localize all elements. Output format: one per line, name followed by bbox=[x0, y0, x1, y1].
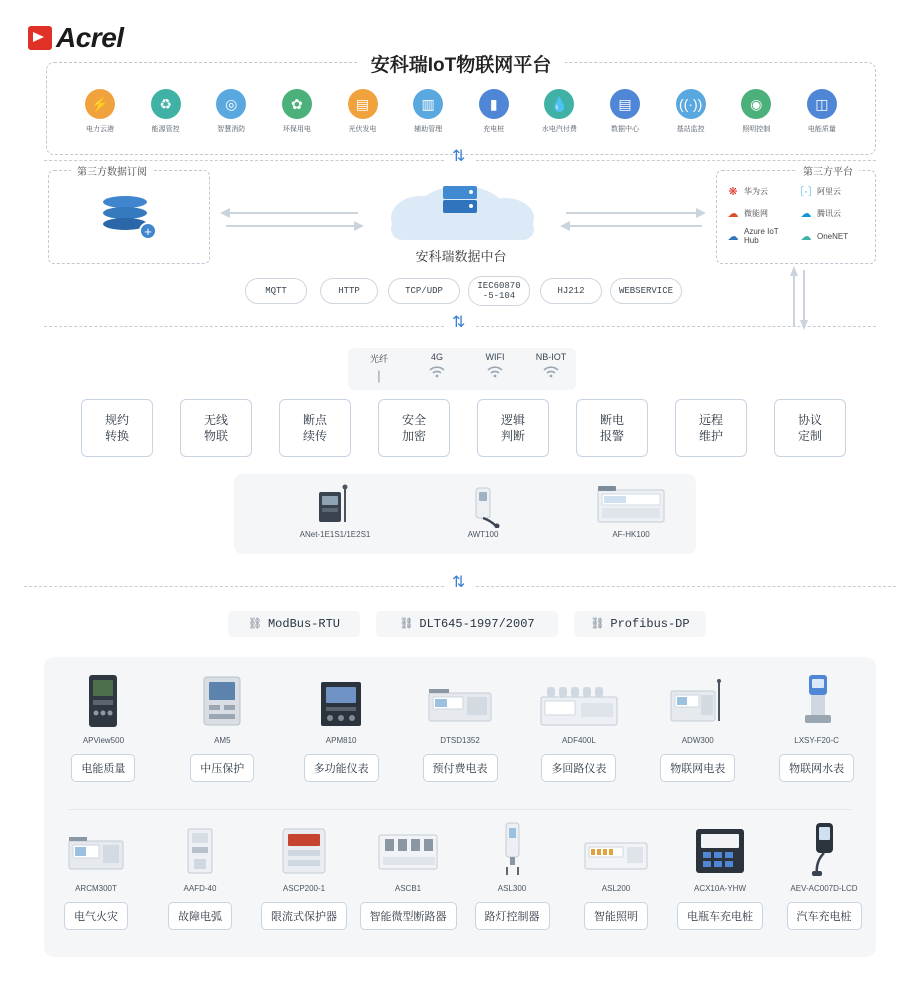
platform-item-5[interactable] bbox=[332, 89, 394, 134]
energy-leaf-icon: ♻ bbox=[151, 89, 181, 119]
device-tag[interactable]: 故障电弧 bbox=[168, 902, 232, 930]
third-party-platform-item-label: 微能网 bbox=[744, 208, 768, 218]
eco-power-icon: ✿ bbox=[282, 89, 312, 119]
onenet-icon: ☁ bbox=[800, 230, 812, 243]
device-model: ADW300 bbox=[681, 736, 714, 745]
network-item-label: NB-IOT bbox=[535, 352, 567, 362]
divider-top-right bbox=[476, 160, 876, 161]
protocol-pill-3[interactable] bbox=[388, 278, 460, 304]
platform-item-label: 照明控制 bbox=[742, 126, 771, 133]
device-model: APView500 bbox=[82, 736, 125, 745]
feature-card-1[interactable] bbox=[81, 399, 153, 457]
device-tag[interactable]: 汽车充电桩 bbox=[787, 902, 862, 930]
divider-mid-right bbox=[476, 326, 876, 327]
device-row-divider bbox=[68, 809, 852, 810]
device-tag[interactable]: 电能质量 bbox=[71, 754, 135, 782]
device-model: ASCP200-1 bbox=[282, 884, 326, 893]
platform-item-label: 辅助管理 bbox=[414, 126, 443, 133]
weinengwang-icon: ☁ bbox=[727, 207, 739, 220]
device-row2-item-6[interactable] bbox=[564, 819, 668, 930]
device-tag[interactable]: 电瓶车充电桩 bbox=[677, 902, 763, 930]
protection-relay-icon bbox=[163, 671, 282, 729]
device-row2-item-1[interactable] bbox=[44, 819, 148, 930]
protocol-pill-label: HTTP bbox=[338, 285, 360, 296]
current-limit-protector-icon bbox=[252, 819, 356, 877]
device-model: ASL200 bbox=[601, 884, 631, 893]
fieldbus-label: DLT645-1997/2007 bbox=[419, 617, 535, 631]
iot-platform-panel bbox=[46, 55, 876, 155]
divider-bottom-right bbox=[476, 586, 896, 587]
third-party-platform-label: 第三方平台 bbox=[797, 163, 859, 178]
street-light-controller-icon bbox=[460, 819, 564, 877]
protocol-pill-label: MQTT bbox=[265, 285, 287, 296]
feature-card-label: 规约 转换 bbox=[104, 412, 129, 443]
protocol-pill-label: WEBSERVICE bbox=[618, 285, 673, 296]
cloud-title: 安科瑞数据中台 bbox=[415, 249, 507, 264]
feature-card-5[interactable] bbox=[477, 399, 549, 457]
platform-item-2[interactable] bbox=[135, 89, 197, 134]
arrow-left-pair bbox=[218, 206, 366, 234]
platform-item-label: 光伏发电 bbox=[348, 126, 377, 133]
device-model: ACX10A-YHW bbox=[693, 884, 746, 893]
server-icon bbox=[439, 184, 483, 224]
acrel-logo-text: Acrel bbox=[56, 22, 124, 53]
platform-item-label: 数据中心 bbox=[611, 126, 639, 133]
platform-item-12[interactable] bbox=[791, 89, 853, 134]
third-party-platform-item-4[interactable] bbox=[798, 205, 867, 221]
device-tag[interactable]: 预付费电表 bbox=[423, 754, 498, 782]
device-row2-item-5[interactable] bbox=[460, 819, 564, 930]
wifi-signal-icon bbox=[410, 365, 464, 381]
platform-item-7[interactable] bbox=[463, 89, 525, 134]
third-party-platform-grid bbox=[725, 183, 867, 245]
solar-panel-icon: ▤ bbox=[348, 89, 378, 119]
lamp-icon: ◉ bbox=[741, 89, 771, 119]
azure-iot-icon: ☁ bbox=[727, 230, 739, 243]
device-row-1 bbox=[44, 671, 876, 782]
device-tag[interactable]: 智能照明 bbox=[584, 902, 648, 930]
device-row1-item-2[interactable] bbox=[163, 671, 282, 782]
device-row1-item-4[interactable] bbox=[401, 671, 520, 782]
fieldbus-3[interactable] bbox=[574, 611, 706, 637]
platform-item-label: 电力云港 bbox=[86, 126, 114, 133]
platform-item-10[interactable] bbox=[660, 89, 722, 134]
device-model: ASCB1 bbox=[394, 884, 422, 893]
ebike-charger-icon bbox=[668, 819, 772, 877]
device-model: ADF400L bbox=[561, 736, 596, 745]
device-row1-item-3[interactable] bbox=[282, 671, 401, 782]
protocol-pill-4[interactable] bbox=[468, 276, 530, 306]
link-icon: ⛓ bbox=[399, 619, 414, 631]
divider-bottom-left bbox=[24, 586, 444, 587]
feature-card-2[interactable] bbox=[180, 399, 252, 457]
device-row1-item-6[interactable] bbox=[638, 671, 757, 782]
ev-charger-icon bbox=[772, 819, 876, 877]
protocol-pill-1[interactable] bbox=[245, 278, 307, 304]
third-party-platform-item-1[interactable] bbox=[725, 183, 794, 199]
fire-monitor-icon bbox=[44, 819, 148, 877]
fieldbus-2[interactable] bbox=[376, 611, 558, 637]
database-icon bbox=[103, 194, 155, 240]
device-tag[interactable]: 路灯控制器 bbox=[475, 902, 550, 930]
feature-card-7[interactable] bbox=[675, 399, 747, 457]
feature-card-8[interactable] bbox=[774, 399, 846, 457]
multifunction-meter-icon bbox=[282, 671, 401, 729]
third-party-platform-item-3[interactable] bbox=[725, 205, 794, 221]
gateway-panel bbox=[234, 474, 696, 554]
third-party-data-label: 第三方数据订阅 bbox=[71, 163, 153, 178]
device-tag[interactable]: 物联网电表 bbox=[660, 754, 735, 782]
water-drop-icon: 💧 bbox=[544, 89, 574, 119]
third-party-platform-item-label: 腾讯云 bbox=[817, 208, 841, 218]
iot-meter-icon bbox=[638, 671, 757, 729]
device-row1-item-1[interactable] bbox=[44, 671, 163, 782]
flow-arrow-gateway: ⇅ bbox=[452, 574, 464, 591]
flow-arrow-platform: ⇅ bbox=[452, 148, 464, 165]
base-station-icon: ((·)) bbox=[676, 89, 706, 119]
device-tag[interactable]: 多功能仪表 bbox=[304, 754, 379, 782]
platform-title bbox=[47, 50, 875, 77]
charging-pile-icon: ▮ bbox=[479, 89, 509, 119]
arrow-vertical-right bbox=[790, 264, 810, 332]
platform-item-3[interactable] bbox=[200, 89, 262, 134]
flow-arrow-protocol: ⇅ bbox=[452, 314, 464, 331]
smart-lighting-icon bbox=[564, 819, 668, 877]
device-panel bbox=[44, 657, 876, 957]
network-item-label: 光纤 bbox=[369, 354, 388, 364]
platform-item-9[interactable] bbox=[594, 89, 656, 134]
platform-item-11[interactable] bbox=[725, 89, 787, 134]
fieldbus-1[interactable] bbox=[228, 611, 360, 637]
platform-item-4[interactable] bbox=[266, 89, 328, 134]
device-model: AEV-AC007D-LCD bbox=[790, 884, 858, 893]
feature-card-label: 逻辑 判断 bbox=[500, 412, 525, 443]
protocol-pill-5[interactable] bbox=[540, 278, 602, 304]
wireless-transmitter-icon bbox=[418, 480, 548, 528]
gateway-model: ANet-1E1S1/1E2S1 bbox=[299, 530, 371, 539]
device-row2-item-7[interactable] bbox=[668, 819, 772, 930]
power-quality-meter-icon bbox=[44, 671, 163, 729]
gateway-item-3[interactable] bbox=[566, 480, 696, 539]
device-row2-item-3[interactable] bbox=[252, 819, 356, 930]
third-party-platform-item-6[interactable] bbox=[798, 227, 867, 245]
third-party-platform-item-5[interactable] bbox=[725, 227, 794, 245]
device-model: ASL300 bbox=[497, 884, 527, 893]
third-party-platform-item-label: OneNET bbox=[817, 231, 849, 241]
din-meter-icon bbox=[401, 671, 520, 729]
fiber-icon: | bbox=[377, 368, 381, 383]
third-party-platform-item-2[interactable] bbox=[793, 183, 867, 199]
device-tag[interactable]: 多回路仪表 bbox=[541, 754, 616, 782]
device-tag[interactable]: 中压保护 bbox=[190, 754, 254, 782]
device-tag[interactable]: 电气火灾 bbox=[64, 902, 128, 930]
gateway-model: AWT100 bbox=[467, 530, 499, 539]
feature-card-label: 断电 报警 bbox=[599, 412, 624, 443]
cloud-icon bbox=[381, 178, 541, 244]
platform-item-label: 充电桩 bbox=[483, 126, 505, 133]
link-icon: ⛓ bbox=[590, 619, 605, 631]
feature-card-label: 远程 维护 bbox=[698, 412, 723, 443]
assist-manage-icon: ▥ bbox=[413, 89, 443, 119]
feature-card-3[interactable] bbox=[279, 399, 351, 457]
device-model: AAFD-40 bbox=[183, 884, 217, 893]
link-icon: ⛓ bbox=[248, 619, 262, 631]
device-model: DTSD1352 bbox=[440, 736, 480, 745]
network-item-4 bbox=[524, 352, 578, 381]
third-party-platform-panel bbox=[716, 167, 876, 264]
feature-card-label: 安全 加密 bbox=[401, 412, 426, 443]
device-row1-item-7[interactable] bbox=[757, 671, 876, 782]
platform-item-label: 基站监控 bbox=[676, 126, 705, 133]
arrow-right-pair bbox=[556, 206, 708, 234]
data-center-icon: ▤ bbox=[610, 89, 640, 119]
platform-item-8[interactable] bbox=[528, 89, 590, 134]
power-quality-icon: ◫ bbox=[807, 89, 837, 119]
din-gateway-icon bbox=[566, 480, 696, 528]
feature-card-6[interactable] bbox=[576, 399, 648, 457]
network-type-panel bbox=[348, 348, 576, 390]
fire-shield-icon: ◎ bbox=[216, 89, 246, 119]
acrel-logo-mark bbox=[28, 26, 52, 50]
platform-item-label: 环保用电 bbox=[282, 126, 311, 133]
wifi-signal-icon bbox=[524, 365, 578, 381]
platform-item-label: 能源管控 bbox=[151, 126, 180, 133]
device-tag[interactable]: 限流式保护器 bbox=[261, 902, 347, 930]
wifi-signal-icon bbox=[468, 365, 522, 381]
network-item-2 bbox=[410, 352, 464, 381]
gateway-item-2[interactable] bbox=[418, 480, 548, 539]
device-tag[interactable]: 物联网水表 bbox=[779, 754, 854, 782]
multicircuit-meter-icon bbox=[519, 671, 638, 729]
arc-fault-icon bbox=[148, 819, 252, 877]
feature-card-label: 断点 续传 bbox=[302, 412, 327, 443]
feature-card-label: 无线 物联 bbox=[203, 412, 228, 443]
network-item-3 bbox=[468, 352, 522, 381]
protocol-pill-2[interactable] bbox=[320, 278, 378, 304]
divider-top-left bbox=[44, 160, 444, 161]
gateway-model: AF-HK100 bbox=[612, 530, 650, 539]
protocol-pill-label: IEC60870 -5-104 bbox=[477, 280, 521, 301]
huawei-cloud-icon: ❋ bbox=[728, 185, 738, 198]
network-item-label: 4G bbox=[430, 352, 443, 362]
third-party-platform-item-label: 阿里云 bbox=[817, 186, 841, 196]
platform-item-label: 智慧消防 bbox=[217, 126, 246, 133]
platform-item-1[interactable] bbox=[69, 89, 131, 134]
device-tag[interactable]: 智能微型断路器 bbox=[360, 902, 457, 930]
data-center-cloud bbox=[376, 178, 546, 265]
device-model: AM5 bbox=[214, 736, 231, 745]
third-party-platform-item-label: Azure IoT Hub bbox=[744, 227, 779, 245]
protocol-pill-6[interactable] bbox=[610, 278, 682, 304]
feature-card-label: 协议 定制 bbox=[797, 412, 822, 443]
device-model: LXSY-F20-C bbox=[794, 736, 839, 745]
database-plus-icon: + bbox=[139, 222, 157, 240]
platform-title-text: 安科瑞IoT物联网平台 bbox=[357, 55, 566, 76]
platform-item-label: 水电汽付费 bbox=[541, 126, 577, 133]
iot-water-meter-icon bbox=[757, 671, 876, 729]
feature-card-4[interactable] bbox=[378, 399, 450, 457]
gateway-antenna-icon bbox=[270, 480, 400, 528]
device-model: APM810 bbox=[325, 736, 357, 745]
platform-item-label: 电能质量 bbox=[807, 126, 836, 133]
device-row1-item-5[interactable] bbox=[519, 671, 638, 782]
device-row-2 bbox=[44, 819, 876, 930]
power-cloud-icon: ⚡ bbox=[85, 89, 115, 119]
divider-mid-left bbox=[44, 326, 444, 327]
protocol-pill-label: HJ212 bbox=[557, 285, 585, 296]
tencent-cloud-icon: ☁ bbox=[800, 207, 812, 220]
fieldbus-label: ModBus-RTU bbox=[267, 617, 340, 631]
mini-breaker-icon bbox=[356, 819, 460, 877]
device-row2-item-2[interactable] bbox=[148, 819, 252, 930]
protocol-pill-label: TCP/UDP bbox=[405, 285, 443, 296]
network-item-1 bbox=[352, 352, 406, 383]
platform-item-6[interactable] bbox=[397, 89, 459, 134]
device-row2-item-8[interactable] bbox=[772, 819, 876, 930]
platform-icon-row bbox=[57, 89, 865, 134]
device-row2-item-4[interactable] bbox=[356, 819, 460, 930]
third-party-data-panel bbox=[48, 167, 210, 264]
network-item-label: WIFI bbox=[485, 352, 505, 362]
third-party-platform-item-label: 华为云 bbox=[744, 186, 768, 196]
fieldbus-label: Profibus-DP bbox=[610, 617, 690, 631]
gateway-item-1[interactable] bbox=[270, 480, 400, 539]
aliyun-icon: 〔·〕 bbox=[793, 186, 819, 198]
device-model: ARCM300T bbox=[75, 884, 117, 893]
